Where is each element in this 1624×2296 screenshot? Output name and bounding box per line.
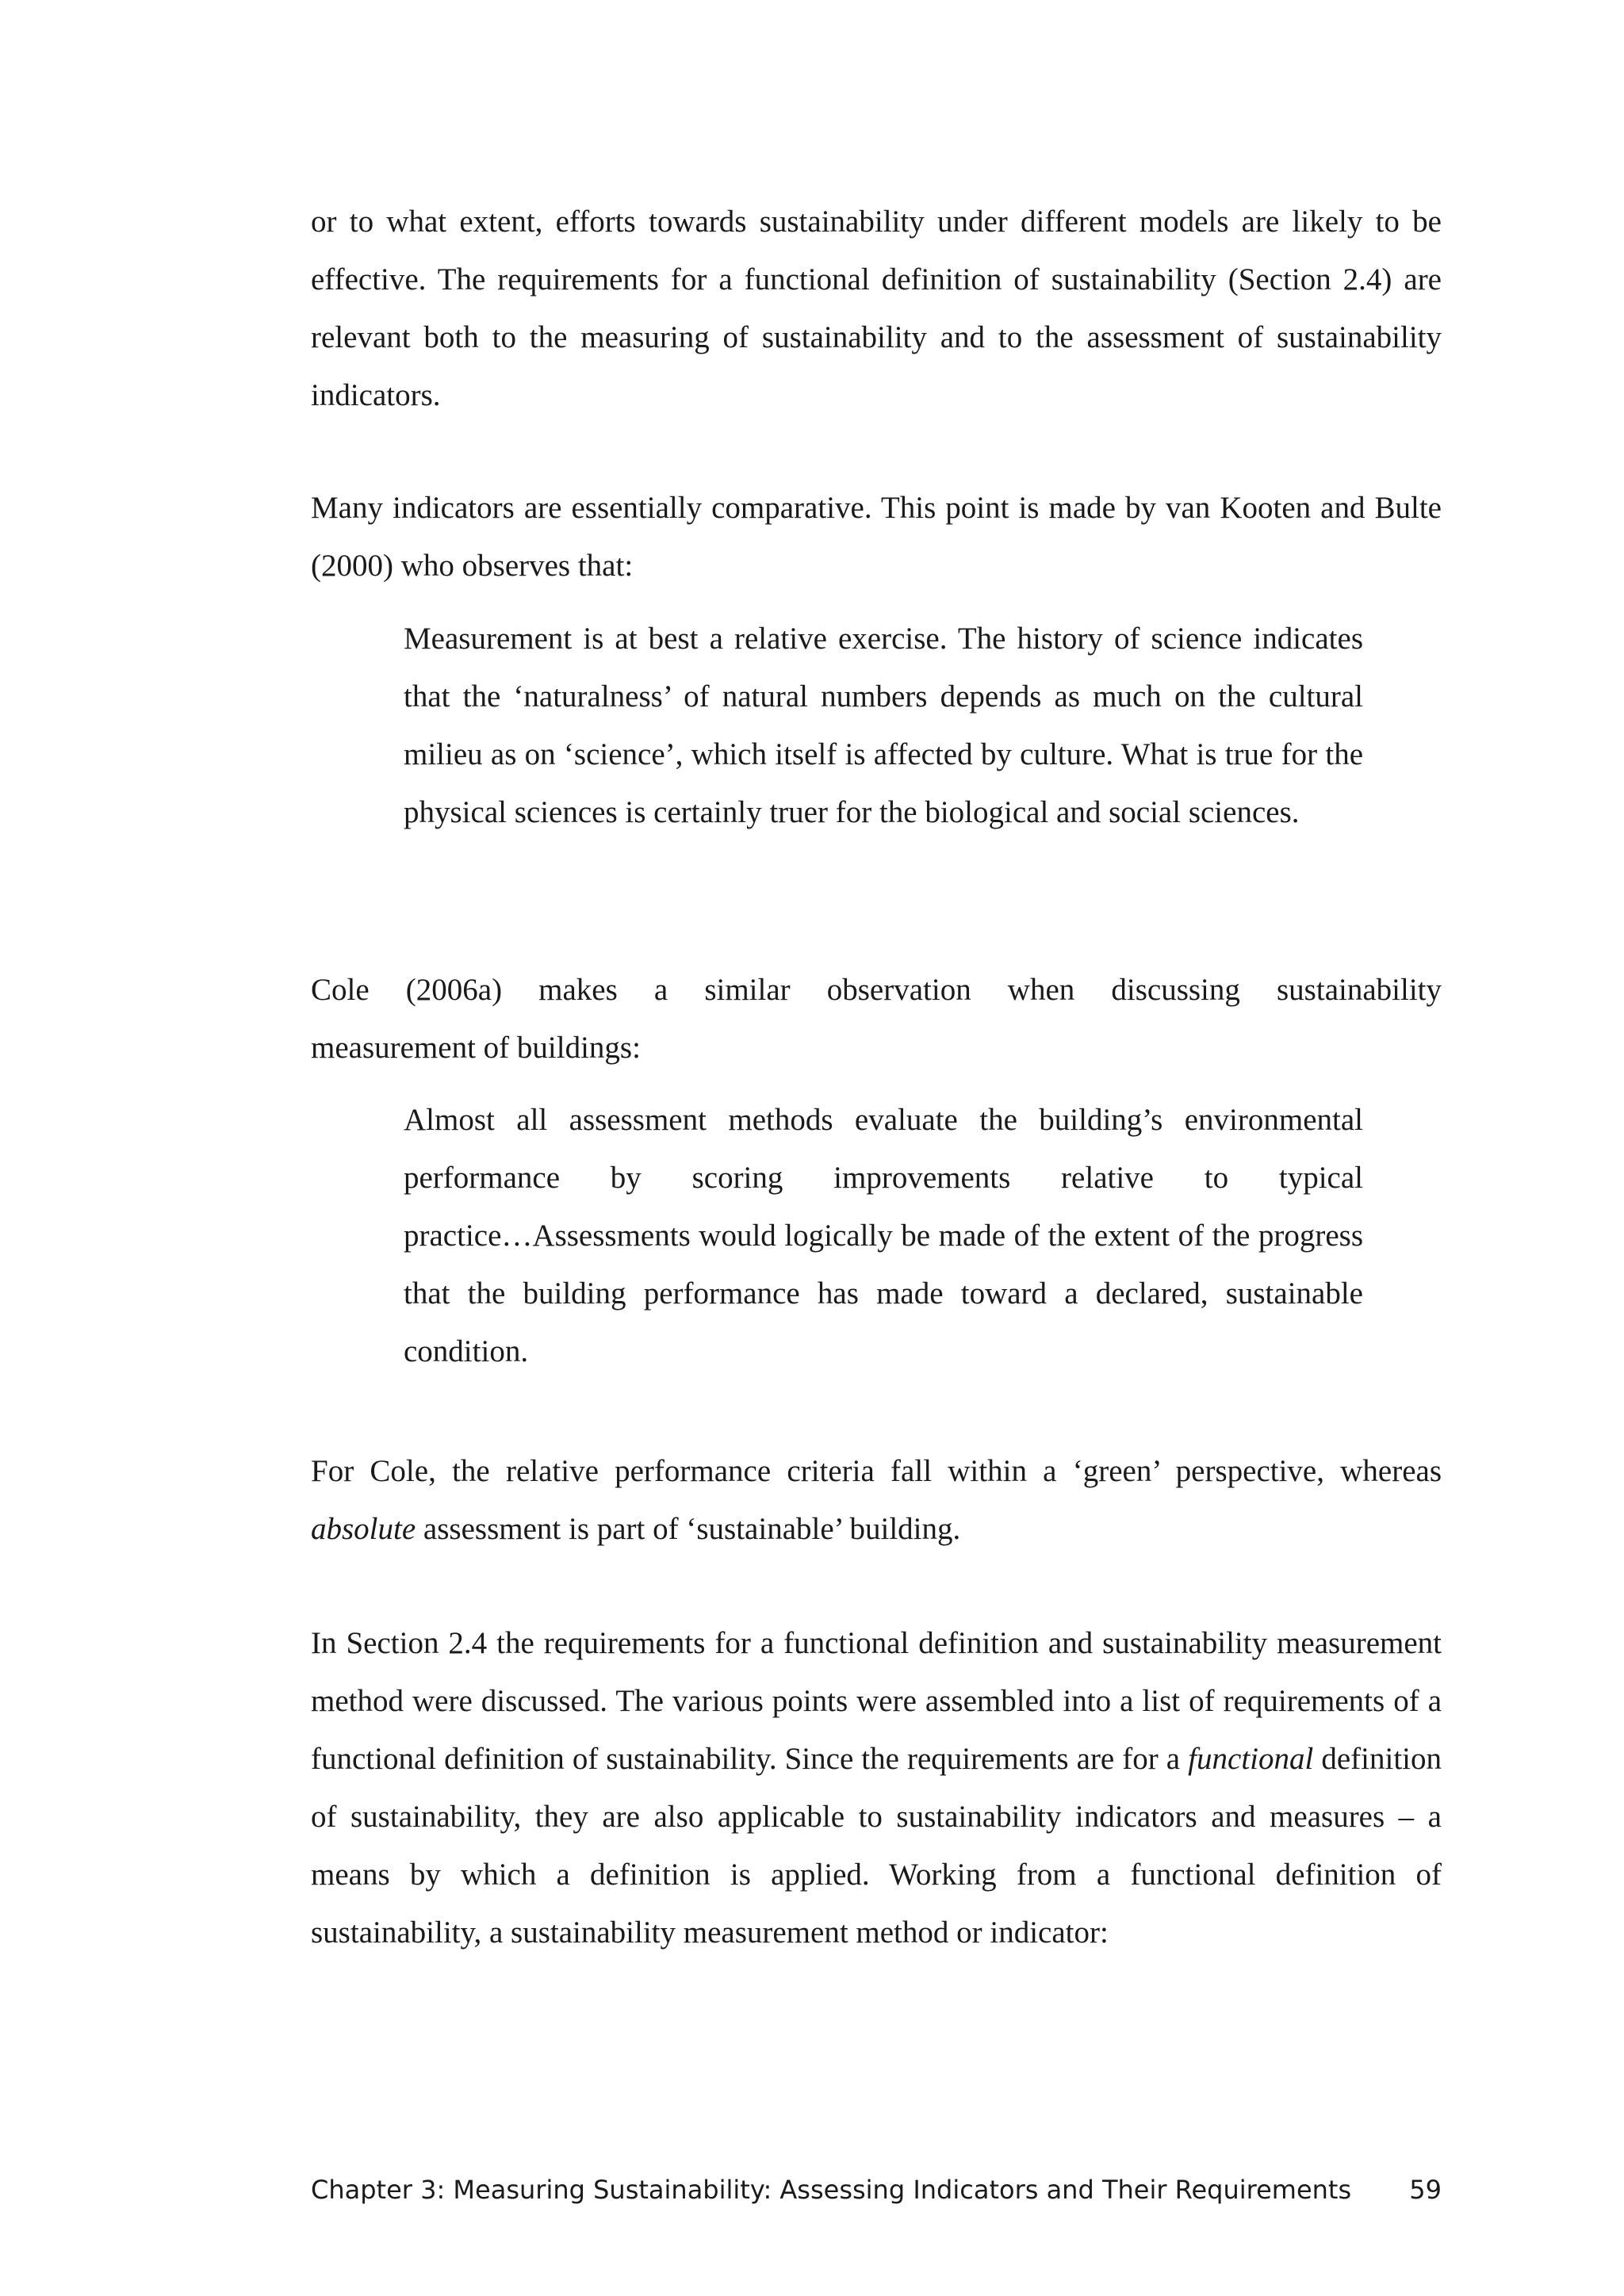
block-quote-van-kooten: Measurement is at best a relative exercise. The history of science indicates that the ‘naturalness’ of natural numbers depends as much on the cultural milieu as on ‘science’, which itself is affected by culture. What is true for the physical sciences is certainly truer for the biological and social sciences.: [404, 622, 1363, 829]
paragraph-cole-line-1: Cole (2006a) makes a similar observation when discussing sustainability: [311, 973, 1442, 1007]
paragraph-section-2-4: [311, 1614, 1442, 1961]
paragraph-relative-performance-part-2: assessment is part of ‘sustainable’ building.: [423, 1512, 961, 1546]
paragraph-relative-performance: [311, 1442, 1442, 1558]
paragraph-section-2-4-part-1: In Section 2.4 the requirements for a functional definition and sustainability measurement method were discussed. The various points were assembled into a list of requirements of a functional definition of sustainability. Since the requirements are for a: [311, 1626, 1442, 1776]
block-quote-cole-line-1: Almost all assessment methods evaluate the building’s environmental: [404, 1103, 1363, 1137]
paragraph-cole: [311, 961, 1442, 1077]
block-quote-cole-line-2: performance by scoring improvements relative to typical: [404, 1161, 1363, 1195]
paragraph-comparative: Many indicators are essentially comparative. This point is made by van Kooten and Bulte (2000) who observes that:: [311, 491, 1442, 583]
paragraph-cole-line-2: measurement of buildings:: [311, 1031, 641, 1065]
paragraph-relative-performance-part-1: For Cole, the relative performance criteria fall within a ‘green’ perspective, whereas: [311, 1454, 1442, 1488]
block-quote-cole-rest: practice…Assessments would logically be made of the extent of the progress that the building performance has made toward a declared, sustainable condition.: [404, 1219, 1363, 1368]
paragraph-section-2-4-part-2: definition of sustainability, they are also applicable to sustainability indicators and measures – a means by which a definition is applied. Working from a functional definition of sustainability, a sustainability measurement method or indicator:: [311, 1742, 1442, 1950]
footer-chapter-title: Chapter 3: Measuring Sustainability: Assessing Indicators and Their Requirements: [311, 2175, 1352, 2205]
italic-term-functional: functional: [1188, 1742, 1314, 1776]
block-quote-cole: [404, 1091, 1363, 1380]
italic-term-absolute: absolute: [311, 1512, 416, 1546]
paragraph-intro: or to what extent, efforts towards sustainability under different models are likely to be effective. The requirements for a functional definition of sustainability (Section 2.4) are relevant both to the measuring of sustainability and to the assessment of sustainability indicators.: [311, 205, 1442, 412]
footer-page-number: 59: [1409, 2175, 1442, 2205]
